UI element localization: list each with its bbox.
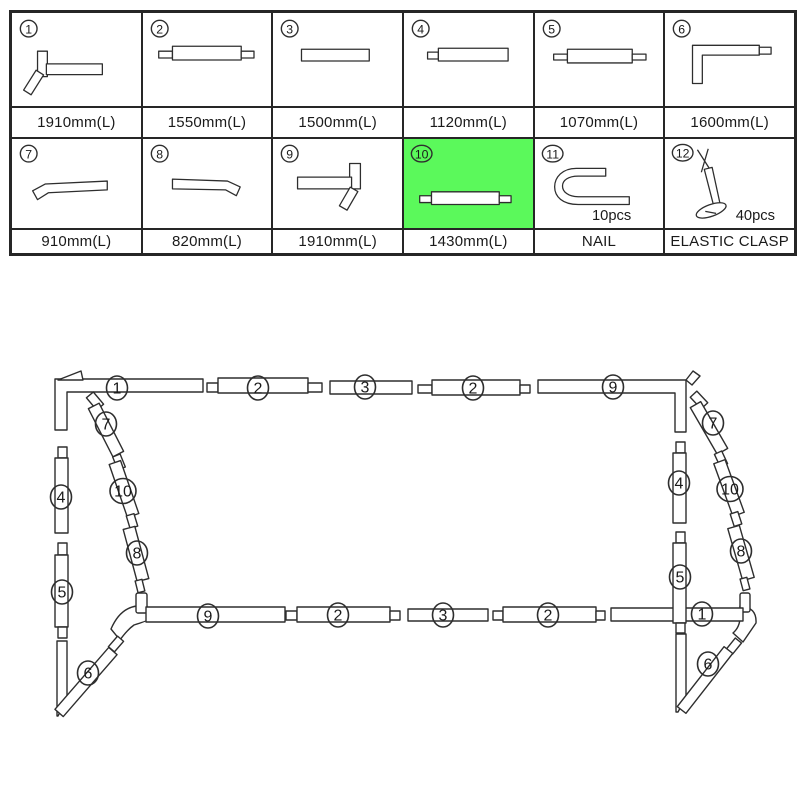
svg-text:7: 7 xyxy=(101,416,111,434)
part-label-9: 1910mm(L) xyxy=(272,229,403,254)
part-cell-12 xyxy=(664,138,795,229)
svg-text:1: 1 xyxy=(697,606,707,624)
part-10-drawing xyxy=(404,139,533,228)
bottom-tube-9 xyxy=(146,607,285,622)
part-9-drawing xyxy=(273,139,402,228)
part-cell-6 xyxy=(664,12,795,107)
svg-text:2: 2 xyxy=(333,607,343,625)
top-tube-3 xyxy=(330,381,412,394)
svg-text:1: 1 xyxy=(112,380,122,398)
part-4-drawing xyxy=(404,13,533,106)
svg-text:3: 3 xyxy=(360,379,370,397)
part-cell-1 xyxy=(11,12,142,107)
svg-text:4: 4 xyxy=(56,489,66,507)
part-label-5: 1070mm(L) xyxy=(534,107,665,138)
svg-text:4: 4 xyxy=(674,475,684,493)
bottom-tube-2a xyxy=(297,607,390,622)
part-cell-10-highlighted xyxy=(403,138,534,229)
part-cell-4 xyxy=(403,12,534,107)
flag-right xyxy=(686,371,700,385)
part-label-4: 1120mm(L) xyxy=(403,107,534,138)
part-6-drawing xyxy=(665,13,794,106)
diagram-labels xyxy=(51,375,752,685)
part-cell-11 xyxy=(534,138,665,229)
svg-text:2: 2 xyxy=(468,380,478,398)
svg-text:6: 6 xyxy=(678,22,686,37)
part-cell-8 xyxy=(142,138,273,229)
part-8-drawing xyxy=(143,139,272,228)
svg-text:8: 8 xyxy=(736,543,746,561)
svg-text:6: 6 xyxy=(83,665,93,683)
svg-text:10: 10 xyxy=(414,147,429,162)
part-label-7: 910mm(L) xyxy=(11,229,142,254)
part-2-drawing xyxy=(143,13,272,106)
svg-text:9: 9 xyxy=(286,147,294,162)
svg-text:9: 9 xyxy=(203,608,213,626)
svg-text:2: 2 xyxy=(253,380,263,398)
svg-text:3: 3 xyxy=(438,607,448,625)
svg-text:2: 2 xyxy=(155,22,163,37)
part-cell-3 xyxy=(272,12,403,107)
top-tube-2a xyxy=(218,378,308,393)
svg-text:12: 12 xyxy=(676,146,690,161)
part-cell-5 xyxy=(534,12,665,107)
part-label-12: ELASTIC CLASP xyxy=(664,229,795,254)
top-corner-1 xyxy=(55,379,203,430)
frame-tubes xyxy=(55,371,756,717)
svg-text:8: 8 xyxy=(155,147,163,162)
nail-qty: 10pcs xyxy=(591,208,631,225)
part-label-8: 820mm(L) xyxy=(142,229,273,254)
svg-text:6: 6 xyxy=(703,656,713,674)
clasp-qty: 40pcs xyxy=(736,208,776,225)
elastic-clasp-drawing xyxy=(695,149,729,221)
svg-text:11: 11 xyxy=(545,147,559,162)
svg-text:9: 9 xyxy=(608,379,618,397)
nail-hook xyxy=(554,168,629,204)
part-label-1: 1910mm(L) xyxy=(11,107,142,138)
part-1-drawing xyxy=(12,13,141,106)
part-cell-7 xyxy=(11,138,142,229)
part-cell-9 xyxy=(272,138,403,229)
svg-text:5: 5 xyxy=(547,22,555,37)
svg-text:5: 5 xyxy=(675,569,685,587)
part-label-3: 1500mm(L) xyxy=(272,107,403,138)
svg-text:5: 5 xyxy=(57,584,67,602)
part-label-10: 1430mm(L) xyxy=(403,229,534,254)
svg-text:7: 7 xyxy=(708,415,718,433)
part-11-drawing xyxy=(535,139,664,228)
svg-text:2: 2 xyxy=(543,607,553,625)
part-5-drawing xyxy=(535,13,664,106)
part-7-drawing xyxy=(12,139,141,228)
svg-text:10: 10 xyxy=(721,481,739,499)
svg-text:4: 4 xyxy=(417,22,425,37)
svg-text:3: 3 xyxy=(286,22,294,37)
svg-text:1: 1 xyxy=(25,22,33,37)
part-label-11: NAIL xyxy=(534,229,665,254)
part-cell-2 xyxy=(142,12,273,107)
svg-text:10: 10 xyxy=(114,483,132,501)
svg-text:7: 7 xyxy=(25,147,33,162)
parts-table xyxy=(9,10,797,256)
flag-left xyxy=(58,371,83,380)
part-12-drawing xyxy=(665,139,794,228)
svg-text:8: 8 xyxy=(132,545,142,563)
part-label-6: 1600mm(L) xyxy=(664,107,795,138)
part-3-drawing xyxy=(273,13,402,106)
part-label-2: 1550mm(L) xyxy=(142,107,273,138)
bottom-tube-3 xyxy=(408,609,488,621)
